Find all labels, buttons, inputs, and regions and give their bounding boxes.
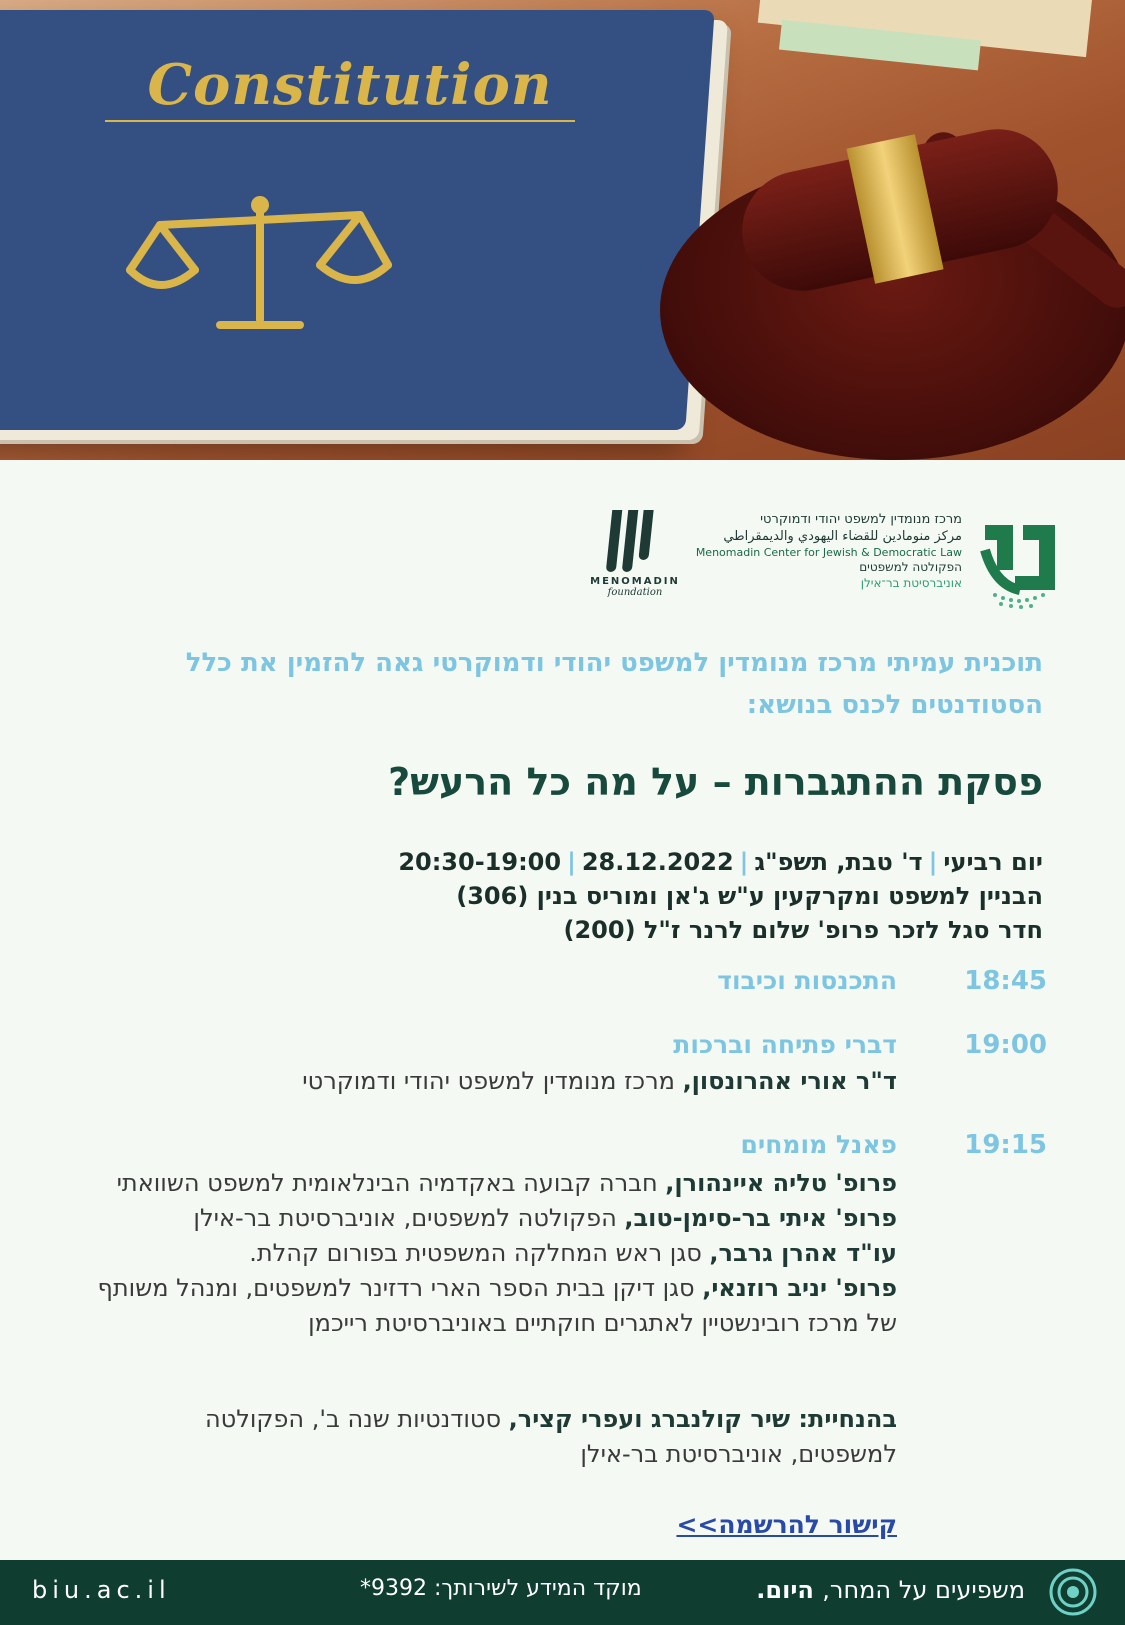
bar-ilan-logo-icon bbox=[975, 510, 1065, 610]
event-title: פסקת ההתגברות – על מה כל הרעש? bbox=[388, 760, 1043, 804]
separator: | bbox=[928, 848, 938, 876]
panelist-item bbox=[97, 1166, 897, 1201]
hotline-text: מוקד המידע לשירותך: 9392* bbox=[360, 1576, 642, 1601]
speaker-name: ד"ר אורי אהרונסון, bbox=[682, 1067, 897, 1095]
schedule-heading-1: התכנסות וכיבוד bbox=[717, 966, 897, 995]
faculty-name: הפקולטה למשפטים bbox=[859, 560, 962, 575]
moderator-affiliation: סטודנטיות שנה ב', הפקולטה למשפטים, אוניברסיטת בר-אילן bbox=[204, 1405, 897, 1468]
schedule-time-2: 19:00 bbox=[964, 1030, 1047, 1060]
concentric-circles-icon bbox=[1049, 1568, 1097, 1616]
center-name-arabic: مركز منومادين للقضاء اليهودي والديمقراطي bbox=[723, 528, 962, 544]
panelist-affiliation: הפקולטה למשפטים, אוניברסיטת בר-אילן bbox=[193, 1204, 625, 1232]
schedule-time-1: 18:45 bbox=[964, 966, 1047, 996]
panelist-item bbox=[97, 1236, 897, 1271]
separator: | bbox=[739, 848, 749, 876]
footer bbox=[0, 1560, 1125, 1625]
website-link[interactable]: biu.ac.il bbox=[32, 1576, 171, 1604]
panelist-item bbox=[97, 1271, 897, 1341]
panelist-name: פרופ' טליה איינהורן, bbox=[665, 1169, 897, 1197]
panelist-affiliation: סגן דיקן בבית הספר הארי רדזינר למשפטים, ומנהל משותף של מרכז רובינשטיין לאתגרים חוקתיים באוניברסיטת רייכמן bbox=[97, 1274, 897, 1337]
panelist-list bbox=[97, 1166, 897, 1341]
schedule-time-3: 19:15 bbox=[964, 1130, 1047, 1160]
slogan-part-1: משפיעים על המחר, bbox=[822, 1576, 1025, 1604]
book-title-underline bbox=[105, 120, 575, 122]
event-day: יום רביעי bbox=[943, 848, 1043, 876]
event-building: הבניין למשפט ומקרקעין ע"ש ג'אן ומוריס בנין (306) bbox=[456, 882, 1043, 910]
schedule-heading-3: פאנל מומחים bbox=[740, 1130, 897, 1159]
event-hebrew-date: ד' טבת, תשפ"ג bbox=[754, 848, 923, 876]
menomadin-bars-icon bbox=[605, 510, 665, 572]
invitation-text: תוכנית עמיתי מרכז מנומדין למשפט יהודי ודמוקרטי גאה להזמין את כלל הסטודנטים לכנס בנושא: bbox=[185, 648, 1043, 720]
panelist-affiliation: סגן ראש המחלקה המשפטית בפורום קהלת. bbox=[249, 1239, 710, 1267]
menomadin-sub: foundation bbox=[607, 587, 663, 598]
moderators bbox=[97, 1402, 897, 1472]
menomadin-name: MENOMADIN bbox=[590, 576, 680, 587]
book-title: Constitution bbox=[147, 52, 553, 118]
panelist-name: עו"ד אהרן גרבר, bbox=[709, 1239, 897, 1267]
university-name: אוניברסיטת בר־אילן bbox=[860, 575, 962, 590]
hero-image bbox=[0, 0, 1125, 460]
panelist-item bbox=[97, 1201, 897, 1236]
speaker-affiliation: מרכז מנומדין למשפט יהודי ודמוקרטי bbox=[302, 1067, 683, 1095]
panelist-affiliation: חברה קבועה באקדמיה הבינלאומית למשפט השוואתי bbox=[116, 1169, 666, 1197]
slogan-part-2: היום. bbox=[756, 1576, 823, 1604]
slogan bbox=[756, 1576, 1025, 1604]
event-date: 28.12.2022 bbox=[581, 848, 734, 876]
schedule-heading-2: דברי פתיחה וברכות bbox=[673, 1030, 897, 1059]
event-hours: 20:30-19:00 bbox=[398, 848, 562, 876]
menomadin-center-logo bbox=[662, 512, 962, 591]
center-name-hebrew: מרכז מנומדין למשפט יהודי ודמוקרטי bbox=[760, 512, 962, 527]
registration-link[interactable]: קישור להרשמה>> bbox=[676, 1510, 897, 1539]
scales-icon bbox=[120, 195, 400, 345]
event-details bbox=[83, 845, 1043, 947]
opening-speaker bbox=[97, 1064, 897, 1099]
event-room: חדר סגל לזכר פרופ' שלום לרנר ז"ל (200) bbox=[563, 916, 1043, 944]
center-name-english: Menomadin Center for Jewish & Democratic Law bbox=[695, 545, 962, 559]
event-date-line bbox=[83, 845, 1043, 879]
panelist-name: פרופ' איתי בר-סימן-טוב, bbox=[624, 1204, 897, 1232]
panelist-name: פרופ' יניב רוזנאי, bbox=[702, 1274, 897, 1302]
moderator-names: בהנחיית: שיר קולנברג ועפרי קציר, bbox=[508, 1405, 897, 1433]
separator: | bbox=[567, 848, 576, 876]
